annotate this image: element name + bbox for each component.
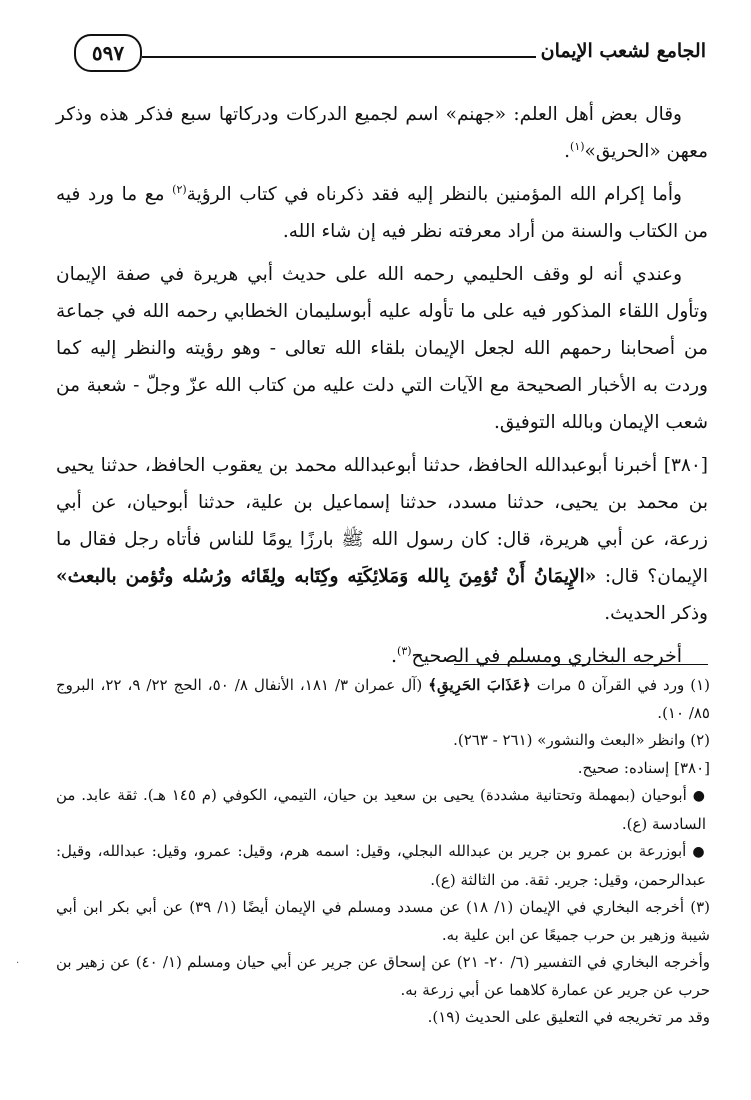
footnote-380-narrator-1: ●أبوحيان (بمهملة وتحتانية مشددة) يحيى بن سعيد بن حيان، التيمي، الكوفي (م ١٤٥ هـ). ثقة عابد. من السادسة (ع). xyxy=(56,786,707,833)
quran-quote: ﴿عَذَابَ الحَرِيقِ﴾ xyxy=(428,676,531,694)
takhrij-line: أخرجه البخاري ومسلم في الصحيح$^{(٣)}$. xyxy=(390,644,682,667)
paragraph-3: وعندي أنه لو وقف الحليمي رحمه الله على حديث أبي هريرة في صفة الإيمان وتأول اللقاء المذكور فيه على ما تأوله عليه أبوسليمان الخطابي رحمه الله في جماعة من أصحابنا رحمهم الله لجعل الإيمان بلقاء الله تعالى - وهو رؤيته والنظر إليه كما وردت به الأخبار الصحيحة مع الآيات التي دلت عليه من كتاب الله عزّ وجلّ - شعبة من شعب الإيمان وبالله التوفيق. xyxy=(56,264,708,433)
footnote-380-head: [٣٨٠] إسناده: صحيح. xyxy=(577,758,710,777)
footnote-ref-3: (٣) xyxy=(397,644,412,658)
footnote-ref-1: (١) xyxy=(570,139,585,153)
footnote-ref-2: (٢) xyxy=(172,182,187,196)
bullet-icon: ● xyxy=(692,844,707,860)
margin-mark: · xyxy=(16,958,20,969)
main-text xyxy=(56,96,708,681)
page-header xyxy=(74,34,706,74)
footnote-2: (٢) وانظر «البعث والنشور» (٢٦١ - ٢٦٣). xyxy=(453,731,710,749)
footnotes xyxy=(56,672,710,1032)
page-number: ٥٩٧ xyxy=(74,34,142,72)
paragraph-2: وأما إكرام الله المؤمنين بالنظر إليه فقد ذكرناه في كتاب الرؤية$^{(٢)}$ مع ما ورد فيه من الكتاب والسنة من أراد معرفته نظر فيه إن شاء الله. xyxy=(56,182,708,242)
hadith-380: [٣٨٠] أخبرنا أبوعبدالله الحافظ، حدثنا أبوعبدالله محمد بن يعقوب الحافظ، حدثنا يحيى بن محمد بن يحيى، حدثنا مسدد، حدثنا إسماعيل بن علية، حدثنا أبوحيان، عن أبي زرعة، عن أبي هريرة، قال: كان رسول الله ﷺ بارزًا يومًا للناس فأتاه رجل فقال ما الإيمان؟ قال: «الإِيمَانُ أَنْ تُؤمِنَ بِالله وَمَلائِكَتِه وكِتَابه ولِقَائه ورُسُله وتُؤمن بالبعث» وذكر الحديث. xyxy=(56,455,708,624)
footnote-3-continued: وأخرجه البخاري في التفسير (٦/ ٢٠- ٢١) عن إسحاق عن جرير عن أبي حيان ومسلم (١/ ٤٠) عن زهير بن حرب عن جرير عن عمارة كلاهما عن أبي زرعة به. xyxy=(56,953,710,999)
paragraph-1: وقال بعض أهل العلم: «جهنم» اسم لجميع الدركات ودركاتها سبع فذكر هذه وذكر معهن «الحريق»$^{(١)}$. xyxy=(56,104,708,162)
hadith-text: «الإِيمَانُ أَنْ تُؤمِنَ بِالله وَمَلائِكَتِه وكِتَابه ولِقَائه ورُسُله وتُؤمن بالبعث» xyxy=(56,566,597,587)
footnote-separator xyxy=(454,664,708,665)
footnote-1: (١) ورد في القرآن ٥ مرات ﴿عَذَابَ الحَرِيقِ﴾ (آل عمران ٣/ ١٨١، الأنفال ٨/ ٥٠، الحج ٢٢/ ٩، ٢٢، البروج ٨٥/ ١٠). xyxy=(56,676,711,722)
footnote-380-narrator-2: ●أبوزرعة بن عمرو بن جرير بن عبدالله البجلي، وقيل: اسمه هرم، وقيل: عمرو، وقيل: عبدالله، وقيل: عبدالرحمن، وقيل: جرير. ثقة. من الثالثة (ع). xyxy=(56,842,707,889)
bullet-icon: ● xyxy=(692,788,707,804)
footnote-3: (٣) أخرجه البخاري في الإيمان (١/ ١٨) عن مسدد ومسلم في الإيمان أيضًا (١/ ٣٩) عن أبي بكر ابن أبي شيبة وزهير بن حرب جميعًا عن ابن علية به. xyxy=(56,898,711,944)
running-title: الجامع لشعب الإيمان xyxy=(540,40,706,62)
footnote-3-note: وقد مر تخريجه في التعليق على الحديث (١٩). xyxy=(427,1008,710,1026)
header-rule xyxy=(142,56,536,58)
